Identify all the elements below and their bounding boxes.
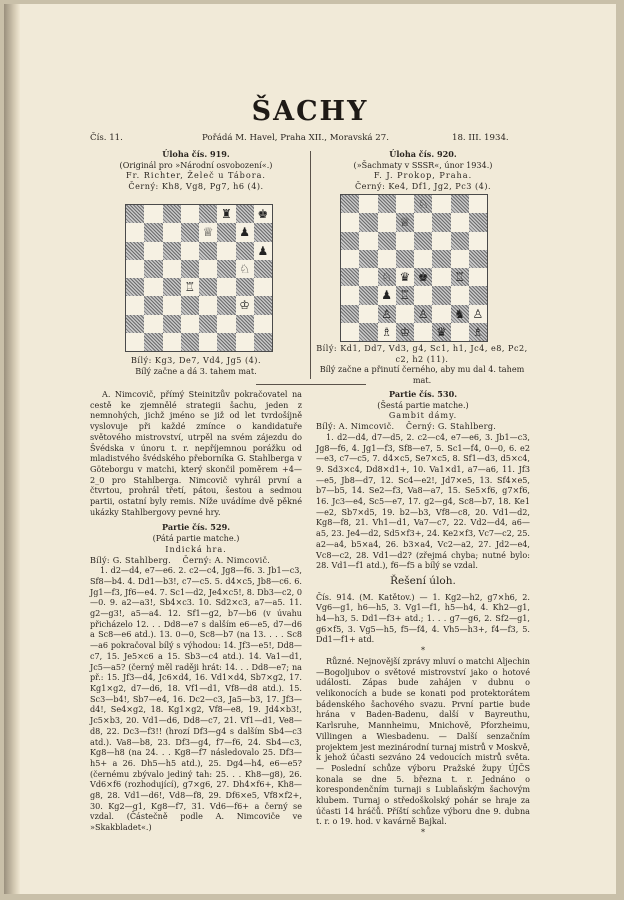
square-a3 <box>126 296 144 314</box>
square-h4 <box>254 278 272 296</box>
square-b5 <box>359 250 377 268</box>
square-h6 <box>254 242 272 260</box>
square-d6 <box>396 232 414 250</box>
problem-919-footer <box>90 355 302 376</box>
square-c4 <box>163 278 181 296</box>
square-d6 <box>181 242 199 260</box>
piece-e4: ♚ <box>417 270 429 285</box>
square-e6 <box>414 232 432 250</box>
square-b1 <box>144 333 162 351</box>
square-b1 <box>359 323 377 341</box>
square-f5 <box>432 250 450 268</box>
piece-g4: ♖ <box>454 270 465 285</box>
intro-paragraph: A. Nimcovič, přímý Steinitzův pokračovatel na cestě ke zjemnělé strategii šachu, jeden z nemnohých, jichž jméno se již od let tvrdošíjně vyslovuje při každé zmínce o kandidatuře světového mistrovství, utrpěl na svém zájezdu do Švédska v únoru t. r. nepříjemnou porážku od mladistvého švédského přeborníka G. Stahlberga v Göteborgu v matchi, který skončil poměrem +4—2_0 pro Stahlberga. Nimcovič vyhrál první a čtvrtou, prohrál třetí, pátou, šestou a sedmou partii, ostatní byly remis. Níže uvádíme dvě pěkné ukázky Stahlbergovy pevné hry. <box>90 389 302 517</box>
square-a8 <box>341 195 359 213</box>
square-e3 <box>414 286 432 304</box>
square-a4 <box>341 268 359 286</box>
square-f1 <box>432 323 450 341</box>
square-c5 <box>163 260 181 278</box>
square-f6 <box>217 242 235 260</box>
square-f4 <box>217 278 235 296</box>
piece-e7: ♕ <box>202 225 214 240</box>
square-e8 <box>199 205 217 223</box>
piece-d1: ♔ <box>399 324 411 339</box>
square-d2 <box>181 315 199 333</box>
square-d1 <box>181 333 199 351</box>
square-f8 <box>217 205 235 223</box>
square-d4 <box>181 278 199 296</box>
square-h6 <box>469 232 487 250</box>
square-f7 <box>432 213 450 231</box>
square-e1 <box>199 333 217 351</box>
square-d3 <box>181 296 199 314</box>
square-b2 <box>144 315 162 333</box>
game-530-moves: 1. d2—d4, d7—d5, 2. c2—c4, e7—e6, 3. Jb1—c3, Jg8—f6, 4. Jg1—f3, Sf8—e7, 5. Sc1—f4, 0—0, 6. e2—e3, c7—c5, 7. d4×c5, Se7×c5, 8. Sf1—d3, d5×c4, 9. Sd3×c4, Dd8×d1+, 10. Va1×d1, a7—a6, 11. Jf3—e5, Jb8—d7, 12. Sc4—e2!, Jd7×e5, 13. Sf4×e5, b7—b5, 14. Se2—f3, Va8—a7, 15. Se5×f6, g7×f6, 16. Jc3—e4, Sc5—e7, 17. g2—g4, Sc8—b7, 18. Ke1—e2, Sb7×d5, 19. b2—b3, Vf8—c8, 20. Vd1—d2, Kg8—f8, 21. Vh1—d1, Va7—c7, 22. Vd2—d4, a6—a5, 23. Je4—d2, Sd5×f3+, 24. Ke2×f3, Vc7—c2, 25. a2—a4, b5×a4, 26. b3×a4, Vc2—a2, 27. Jd2—e4, Vc8—c2, 28. Vd1—d2? (zřejmá chyba; nutné bylo: 28. Vd1—f1 atd.), f6—f5 a bílý se vzdal. <box>316 431 530 571</box>
news-paragraph: Různé. Nejnovější zprávy mluví o matchi Aljechin—Bogoljubov o světové mistrovství jako o hotové události. Zápas bude zahájen v dubnu o velikonocích a bude se konati pod protektorátem bádenského šachového svazu. První partie bude hrána v Baden-Badenu, další v Bayreuthu, Karlsruhe, Mannheimu, Mnichově, Pforzheimu, Villingen a Wiesbadenu. — Další senzačním projektem jest mezinárodní turnaj mistrů v Moskvě, k jehož účasti sezváno 24 vedoucích mistrů světa. — Poslední schůze výboru Pražské župy ÚJČS konala se dne 5. března t. r. Jednáno o korespondenčním turnaji s Lublaňským šachovým klubem. Turnaj o středoškolský pohár se hraje za účasti 14 hráčů. Příští schůze výboru dne 9. dubna t. r. o 19. hod. v kavárně Bajkal. <box>316 655 530 827</box>
square-a8 <box>126 205 144 223</box>
square-h2 <box>469 305 487 323</box>
problem-919-source: (Originál pro »Národní osvobození«.) <box>119 159 273 170</box>
game-530-heading: Partie čís. 530. <box>388 389 458 399</box>
square-d7 <box>396 213 414 231</box>
square-e4 <box>414 268 432 286</box>
square-d5 <box>396 250 414 268</box>
square-c3 <box>378 286 396 304</box>
square-e7 <box>414 213 432 231</box>
game-529-heading: Partie čís. 529. <box>161 522 231 533</box>
problem-919-task: Bílý začne a dá 3. tahem mat. <box>135 365 257 376</box>
piece-d7: ♕ <box>399 215 411 230</box>
square-g6 <box>236 242 254 260</box>
editor-line: Pořádá M. Havel, Praha XII., Moravská 27. <box>202 133 389 143</box>
square-d7 <box>181 223 199 241</box>
piece-c2: ♙ <box>381 306 392 321</box>
square-a3 <box>341 286 359 304</box>
square-e2 <box>414 305 432 323</box>
problem-920-task: Bílý začne a přinutí černého, aby mu dal 4. tahem mat. <box>319 364 525 386</box>
problem-919-author: Fr. Richter, Želeč u Tábora. <box>126 170 266 181</box>
square-c8 <box>163 205 181 223</box>
square-b6 <box>359 232 377 250</box>
square-g5 <box>451 250 469 268</box>
square-g8 <box>451 195 469 213</box>
square-f5 <box>217 260 235 278</box>
square-h3 <box>254 296 272 314</box>
square-g4 <box>236 278 254 296</box>
square-a1 <box>341 323 359 341</box>
separator-star-end: * <box>420 827 426 838</box>
square-h8 <box>469 195 487 213</box>
square-b4 <box>144 278 162 296</box>
square-h4 <box>469 268 487 286</box>
square-a4 <box>126 278 144 296</box>
piece-f1: ♛ <box>435 324 447 339</box>
square-a6 <box>341 232 359 250</box>
piece-d4: ♛ <box>399 270 411 285</box>
section-rule <box>256 384 366 385</box>
square-g3 <box>236 296 254 314</box>
square-e6 <box>199 242 217 260</box>
column-divider <box>310 151 311 379</box>
square-b6 <box>144 242 162 260</box>
square-c7 <box>378 213 396 231</box>
problem-920-footer <box>312 343 532 386</box>
square-g2 <box>236 315 254 333</box>
problem-919-black: Černý: Kh8, Vg8, Pg7, h6 (4). <box>128 181 264 192</box>
square-g1 <box>236 333 254 351</box>
square-f8 <box>432 195 450 213</box>
solutions-text: Čís. 914. (M. Katětov.) — 1. Kg2—h2, g7×h6, 2. Vg6—g1, h6—h5, 3. Vg1—f1, h5—h4, 4. Kh2—g1, h4—h3, 5. Dd1—f3+ atd.; 1. . . g7—g6, 2. Sf2—g1, g6×f5, 3. Vg5—h5, f5—f4, 4. Vh5—h3+, f4—f3, 5. Dd1—f1+ atd. <box>316 591 530 645</box>
square-f3 <box>432 286 450 304</box>
square-d2 <box>396 305 414 323</box>
square-c4 <box>378 268 396 286</box>
square-c8 <box>378 195 396 213</box>
square-e4 <box>199 278 217 296</box>
square-e2 <box>199 315 217 333</box>
chessboard-919 <box>125 204 273 352</box>
game-530-opening: Gambit dámy. <box>388 410 458 421</box>
square-b7 <box>144 223 162 241</box>
square-f7 <box>217 223 235 241</box>
piece-d3: ♖ <box>399 288 411 303</box>
square-b4 <box>359 268 377 286</box>
piece-c4: ♘ <box>381 270 392 285</box>
square-g5 <box>236 260 254 278</box>
square-g8 <box>236 205 254 223</box>
square-h1 <box>469 323 487 341</box>
square-f2 <box>217 315 235 333</box>
piece-g5: ♘ <box>239 261 250 276</box>
square-g7 <box>236 223 254 241</box>
problem-919-heading: Úloha čís. 919. <box>162 149 230 159</box>
square-c2 <box>378 305 396 323</box>
binding-gutter <box>4 4 20 894</box>
square-g6 <box>451 232 469 250</box>
square-d3 <box>396 286 414 304</box>
square-d1 <box>396 323 414 341</box>
square-f2 <box>432 305 450 323</box>
square-c3 <box>163 296 181 314</box>
square-e1 <box>414 323 432 341</box>
piece-f8: ♜ <box>220 207 232 222</box>
square-c6 <box>378 232 396 250</box>
square-c1 <box>378 323 396 341</box>
square-e5 <box>199 260 217 278</box>
game-529-moves: 1. d2—d4, e7—e6. 2. c2—c4, Jg8—f6. 3. Jb1—c3, Sf8—b4. 4. Dd1—b3!, c7—c5. 5. d4×c5, Jb8—c6. 6. Jg1—f3, Jf6—e4. 7. Sc1—d2, Je4×c5!, 8. Db3—c2, 0—0. 9. a2—a3!, Sb4×c3. 10. Sd2×c3, a7—a5. 11. g2—g3!, a5—a4. 12. Sf1—g2, b7—b6 (v úvahu přicházelo 12. . . Dd8—e7 s dalším e6—e5, d7—d6 a Sc8—e6 atd.). 13. 0—0, Sc8—b7 (na 13. . . . Sc8—a6 pokračoval bílý s výhodou: 14. Jf3—e5!, Dd8—c7, 15. Je5×c6 a 15. Sb3—c4 atd.). 14. Va1—d1, Jc5—a5? (černý měl raději hrát: 14. . . Dd8—e7; na př.: 15. Jf3—d4, Jc6×d4, 16. Vd1×d4, Sb7×g2, 17. Kg1×g2, d7—d6, 18. Vf1—d1, Vf8—d8 atd.). 15. Sc3—b4!, Sb7—e4, 16. Dc2—c3, Ja5—b3, 17. Jf3—d4!, Se4×g2, 18. Kg1×g2, Vf8—e8, 19. Jd4×b3!, Jc5×b3, 20. Vd1—d6, Dd8—c7, 21. Vf1—d1, Ve8—d8, 22. Dc3—f3!! (hrozí Df3—g4 s dalším Sb4—c3 atd.). Va8—b8, 23. Df3—g4, f7—f6, 24. Sb4—c3, Kg8—h8 (na 24. . . Kg8—f7 následovalo 25. Df3—h5+ a 26. Dh5—h5 atd.), 25. Dg4—h4, e6—e5? (černému zbývalo jediný tah: 25. . . Kh8—g8), 26. Vd6×f6 (rozhodující), g7×g6, 27. Dh4×f6+, Kh8—g8, 28. Vd1—d6!, Vd8—f8, 29. Df6×e5, Vf8×f2+, 30. Kg2—g1, Kg8—f7, 31. Vd6—f6+ a černý se vzdal. (Částečně podle A. Nimcoviče ve »Skakbladet«.) <box>90 565 302 833</box>
square-b3 <box>144 296 162 314</box>
problem-920-white: Bílý: Kd1, Dd7, Vd3, g4, Sc1, h1, Jc4, e8, Pc2, c2, h2 (11). <box>316 343 528 364</box>
problem-920-author: F. J. Prokop, Praha. <box>373 170 473 181</box>
square-h1 <box>254 333 272 351</box>
square-g1 <box>451 323 469 341</box>
magazine-page <box>4 4 616 894</box>
square-h7 <box>469 213 487 231</box>
square-a6 <box>126 242 144 260</box>
square-b3 <box>359 286 377 304</box>
square-e3 <box>199 296 217 314</box>
piece-h1: ♗ <box>472 324 484 339</box>
square-h5 <box>254 260 272 278</box>
square-h8 <box>254 205 272 223</box>
piece-h6: ♟ <box>257 243 269 258</box>
square-d4 <box>396 268 414 286</box>
issue-date: 18. III. 1934. <box>452 133 509 143</box>
square-h3 <box>469 286 487 304</box>
square-c5 <box>378 250 396 268</box>
piece-e8: ♘ <box>417 197 429 212</box>
square-a2 <box>126 315 144 333</box>
right-column <box>316 389 530 838</box>
square-b2 <box>359 305 377 323</box>
square-e7 <box>199 223 217 241</box>
game-529-sub: (Pátá partie matche.) <box>152 533 240 544</box>
square-a5 <box>341 250 359 268</box>
piece-g7: ♟ <box>239 225 250 240</box>
square-c1 <box>163 333 181 351</box>
square-b8 <box>359 195 377 213</box>
square-d8 <box>396 195 414 213</box>
square-e5 <box>414 250 432 268</box>
square-f4 <box>432 268 450 286</box>
square-h5 <box>469 250 487 268</box>
square-b7 <box>359 213 377 231</box>
square-g7 <box>451 213 469 231</box>
square-e8 <box>414 195 432 213</box>
game-530-sub: (Šestá partie matche.) <box>377 399 469 410</box>
piece-c3: ♟ <box>381 288 392 303</box>
piece-g3: ♔ <box>239 298 250 313</box>
chessboard-920 <box>340 194 488 342</box>
game-529-opening: Indická hra. <box>165 543 227 554</box>
piece-h8: ♚ <box>257 207 269 222</box>
square-a7 <box>126 223 144 241</box>
problem-919-white: Bílý: Kg3, De7, Vd4, Jg5 (4). <box>130 355 262 365</box>
piece-h2: ♙ <box>472 306 484 321</box>
square-h7 <box>254 223 272 241</box>
square-c6 <box>163 242 181 260</box>
separator-star: * <box>420 645 426 656</box>
square-h2 <box>254 315 272 333</box>
problem-920-heading: Úloha čís. 920. <box>389 149 457 159</box>
square-g4 <box>451 268 469 286</box>
problem-920-black: Černý: Ke4, Df1, Jg2, Pc3 (4). <box>354 181 492 192</box>
square-c2 <box>163 315 181 333</box>
piece-c1: ♗ <box>381 324 392 339</box>
square-f6 <box>432 232 450 250</box>
square-g3 <box>451 286 469 304</box>
square-b5 <box>144 260 162 278</box>
square-f3 <box>217 296 235 314</box>
square-c7 <box>163 223 181 241</box>
square-a7 <box>341 213 359 231</box>
square-a5 <box>126 260 144 278</box>
game-529-players: Bílý: G. Stahlberg. Černý: A. Nimcovič. <box>90 554 271 565</box>
square-a1 <box>126 333 144 351</box>
piece-e2: ♙ <box>417 306 429 321</box>
piece-g2: ♞ <box>454 306 465 321</box>
square-f1 <box>217 333 235 351</box>
solutions-heading: Řešení úloh. <box>390 574 456 587</box>
issue-number: Čís. 11. <box>90 133 123 143</box>
game-530-players: Bílý: A. Nimcovič. Černý: G. Stahlberg. <box>316 421 497 432</box>
square-a2 <box>341 305 359 323</box>
left-column <box>90 389 302 833</box>
problem-920-source: (»Šachmaty v SSSR«, únor 1934.) <box>353 159 493 170</box>
page-title: ŠACHY <box>251 96 369 127</box>
square-d8 <box>181 205 199 223</box>
square-b8 <box>144 205 162 223</box>
square-d5 <box>181 260 199 278</box>
problem-920-header <box>316 149 530 192</box>
piece-d4: ♖ <box>184 280 196 295</box>
square-g2 <box>451 305 469 323</box>
problem-919-header <box>90 149 302 192</box>
